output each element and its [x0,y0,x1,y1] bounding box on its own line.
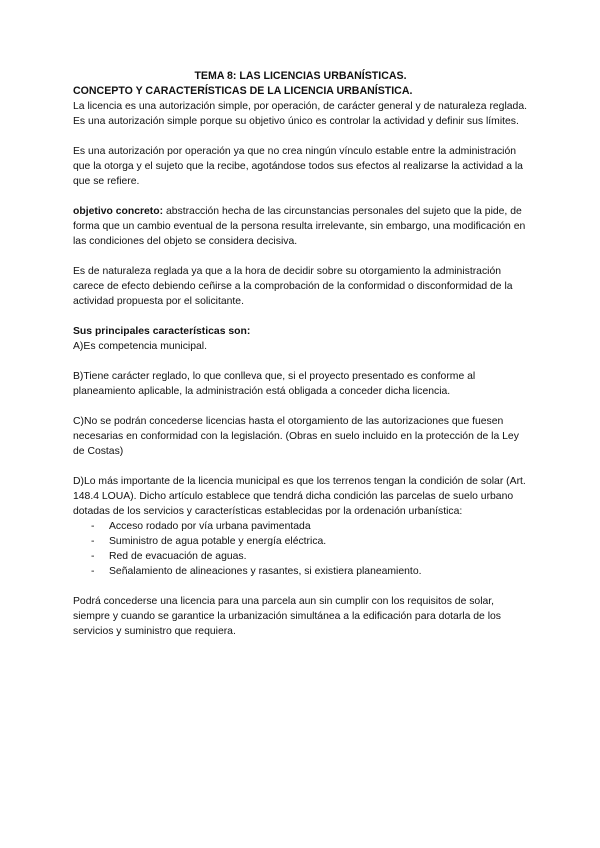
bullet-dash: - [91,551,95,562]
bullet-dash: - [91,536,95,547]
characteristic-b: B)Tiene carácter reglado, lo que conlleva que, si el proyecto presentado es conforme al planeamiento aplicable, la administración está obligada a conceder dicha licencia. [73,371,476,397]
intro-paragraph-1: La licencia es una autorización simple, por operación, de carácter general y de naturaleza reglada. Es una autorización simple porque su objetivo único es controlar la actividad y definir sus límites. [73,101,527,127]
list-item [73,534,528,549]
document-title: TEMA 8: LAS LICENCIAS URBANÍSTICAS. [194,70,407,82]
characteristics-heading: Sus principales características son: [73,326,251,337]
list-item-text: Acceso rodado por vía urbana pavimentada [109,521,311,532]
list-item [73,519,528,534]
objective-text: abstracción hecha de las circunstancias personales del sujeto que la pide, de forma que un cambio eventual de la persona resulta irrelevante, sin embargo, una modificación en las condiciones del objeto se considera decisiva. [73,206,526,247]
objective-label: objetivo concreto: [73,206,164,217]
bullet-dash: - [91,521,95,532]
characteristic-c: C)No se podrán concederse licencias hasta el otorgamiento de las autorizaciones que fuesen necesarias en conformidad con la legislación. (Obras en suelo incluido en la protección de la Ley de Costas) [73,416,519,457]
list-item-text: Red de evacuación de aguas. [109,551,247,562]
list-item-text: Suministro de agua potable y energía eléctrica. [109,536,327,547]
characteristic-d: D)Lo más importante de la licencia municipal es que los terrenos tengan la condición de solar (Art. 148.4 LOUA). Dicho artículo establece que tendrá dicha condición las parcelas de suelo urbano dotadas de los servicios y características establecidas por la ordenación urbanística: [73,476,526,517]
intro-paragraph-4: Es de naturaleza reglada ya que a la hora de decidir sobre su otorgamiento la administración carece de efecto debiendo ceñirse a la comprobación de la conformidad o disconformidad de la actividad propuesta por el solicitante. [73,266,513,307]
closing-paragraph: Podrá concederse una licencia para una parcela aun sin cumplir con los requisitos de solar, siempre y cuando se garantice la urbanización simultánea a la edificación para dotarla de los servicios y suministro que requiera. [73,596,501,637]
list-item [73,564,528,579]
list-item [73,549,528,564]
document-subtitle: CONCEPTO Y CARACTERÍSTICAS DE LA LICENCIA URBANÍSTICA. [73,85,413,97]
list-item-text: Señalamiento de alineaciones y rasantes, si existiera planeamiento. [109,566,422,577]
requirements-list [73,519,528,579]
intro-paragraph-2: Es una autorización por operación ya que no crea ningún vínculo estable entre la administración que la otorga y el sujeto que la recibe, agotándose todos sus efectos al realizarse la actividad a la que se refiere. [73,146,523,187]
bullet-dash: - [91,566,95,577]
objective-paragraph [73,204,528,249]
document-body [73,69,528,639]
characteristic-a: A)Es competencia municipal. [73,341,207,352]
